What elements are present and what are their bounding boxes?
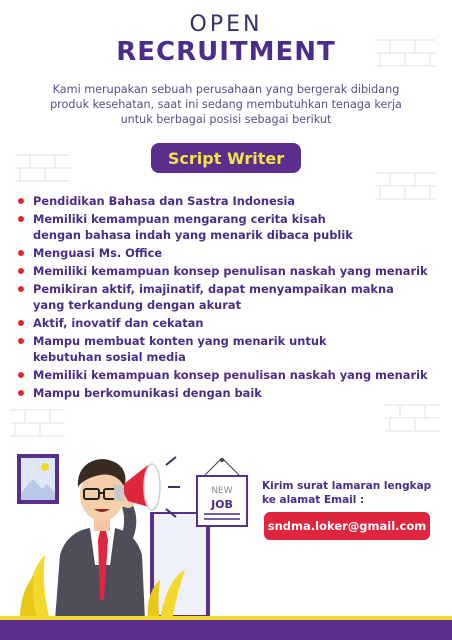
requirement-item bbox=[18, 193, 438, 209]
intro-line: untuk berbagai posisi sebagai berikut bbox=[120, 113, 332, 126]
email-address-badge[interactable] bbox=[264, 512, 430, 540]
requirement-item bbox=[18, 263, 438, 279]
email-text: sndma.loker@gmail.com bbox=[267, 519, 427, 533]
requirement-item bbox=[18, 245, 438, 261]
requirements-list bbox=[18, 193, 438, 403]
sign-text-new: NEW bbox=[211, 486, 233, 496]
requirement-text: dengan bahasa indah yang menarik dibaca publik bbox=[33, 228, 353, 242]
man-with-megaphone-illustration bbox=[20, 425, 190, 620]
requirement-item bbox=[18, 211, 438, 243]
position-title: Script Writer bbox=[167, 148, 285, 168]
intro-line: Kami merupakan sebuah perusahaan yang bergerak dibidang bbox=[52, 83, 400, 96]
instruction-line: ke alamat Email : bbox=[262, 493, 365, 506]
requirement-text: Memiliki kemampuan konsep penulisan naskah yang menarik bbox=[33, 368, 428, 382]
requirement-text: Memiliki kemampuan mengarang cerita kisah bbox=[33, 212, 326, 226]
requirement-text: Menguasi Ms. Office bbox=[33, 246, 163, 260]
requirement-text: kebutuhan sosial media bbox=[33, 350, 186, 364]
requirement-text: Pendidikan Bahasa dan Sastra Indonesia bbox=[33, 194, 296, 208]
requirement-text: Mampu berkomunikasi dengan baik bbox=[33, 386, 262, 400]
requirement-item bbox=[18, 315, 438, 331]
requirement-item bbox=[18, 281, 438, 313]
brick-pattern-bottom-right bbox=[380, 400, 445, 440]
application-instructions bbox=[262, 480, 437, 507]
sign-text-job: JOB bbox=[211, 498, 233, 511]
requirement-item bbox=[18, 367, 438, 383]
new-job-sign bbox=[194, 458, 250, 530]
requirement-text: Pemikiran aktif, imajinatif, dapat menyampaikan makna bbox=[33, 282, 394, 296]
requirement-text: Aktif, inovatif dan cekatan bbox=[33, 316, 204, 330]
position-badge bbox=[151, 143, 301, 173]
requirement-text: Memiliki kemampuan konsep penulisan naskah yang menarik bbox=[33, 264, 428, 278]
intro-line: produk kesehatan, saat ini sedang membutuhkan tenaga kerja bbox=[50, 98, 402, 111]
heading-recruitment: RECRUITMENT bbox=[116, 37, 336, 67]
bottom-purple-bar bbox=[0, 620, 452, 640]
instruction-line: Kirim surat lamaran lengkap bbox=[262, 480, 432, 492]
requirement-item bbox=[18, 385, 438, 401]
heading-open: OPEN bbox=[189, 12, 263, 37]
intro-text bbox=[30, 82, 422, 127]
requirement-item bbox=[18, 333, 438, 365]
requirement-text: Mampu membuat konten yang menarik untuk bbox=[33, 334, 327, 348]
brick-pattern-left bbox=[10, 150, 80, 190]
requirement-text: yang terkandung dengan akurat bbox=[33, 298, 242, 312]
